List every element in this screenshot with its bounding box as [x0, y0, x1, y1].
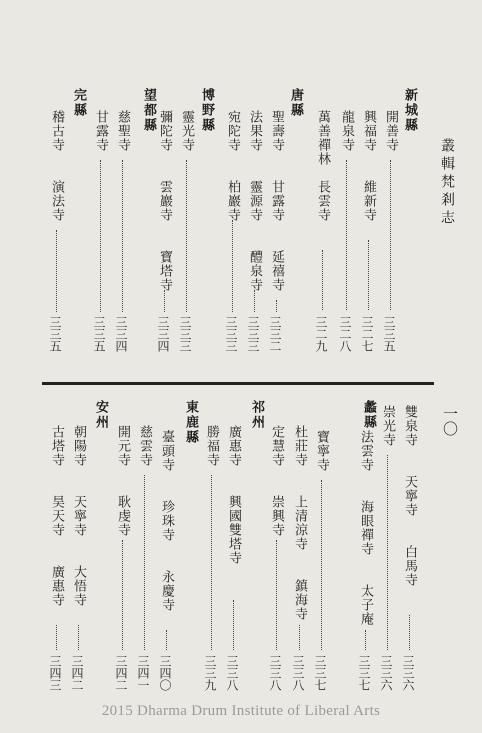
page-ref: 三三六: [379, 655, 393, 691]
dot-leader: [78, 625, 79, 650]
page-ref: 三三五: [382, 316, 396, 352]
page-ref: 三二九: [314, 316, 328, 352]
page-ref: 三四三: [48, 655, 62, 691]
page-ref: 三三七: [357, 655, 371, 691]
page-ref: 三三九: [203, 655, 217, 691]
list-item: 開元寺 耿虔寺: [115, 425, 130, 537]
list-item: 定慧寺 崇興寺: [269, 425, 284, 537]
dot-leader: [322, 250, 323, 310]
list-item: 慈雲寺: [137, 425, 152, 467]
dot-leader: [56, 230, 57, 312]
dot-leader: [365, 630, 366, 650]
dot-leader: [122, 160, 123, 312]
page-ref: 三三七: [313, 655, 327, 691]
dot-leader: [232, 220, 233, 312]
page-ref: 三四二: [114, 655, 128, 691]
list-item: 靈光寺: [179, 110, 194, 152]
page-ref: 三三五: [48, 316, 62, 352]
list-item: 甘露寺: [93, 110, 108, 152]
page-number: 一〇: [441, 406, 459, 436]
list-item: 崇光寺: [380, 405, 395, 447]
dot-leader: [122, 540, 123, 650]
page-ref: 三二八: [338, 316, 352, 352]
book-title: 叢輯梵剎志: [439, 138, 455, 228]
page-ref: 三四一: [136, 655, 150, 691]
list-item: 法果寺 靈源寺 醴泉寺: [247, 110, 262, 292]
heading-boye: 博野縣: [199, 88, 214, 133]
dot-leader: [254, 290, 255, 312]
page-ref: 三三三: [178, 316, 192, 352]
list-item: 廣惠寺 興國雙塔寺: [226, 425, 241, 565]
list-item: 古塔寺 昊天寺 廣惠寺: [49, 425, 64, 607]
list-item: 法雲寺 海眼禪寺 太子庵: [358, 430, 373, 626]
dot-leader: [387, 455, 388, 650]
dot-leader: [409, 615, 410, 650]
heading-wan: 完縣: [71, 88, 86, 118]
watermark: 2015 Dharma Drum Institute of Liberal Arts: [101, 703, 381, 719]
list-item: 興福寺 維新寺: [361, 110, 376, 222]
heading-xincheng: 新城縣: [402, 88, 417, 133]
page-ref: 三三二: [268, 316, 282, 352]
list-item: 杜莊寺 上清涼寺 鎮海寺: [292, 425, 307, 621]
list-item: 彌陀寺 雲巖寺 寶塔寺: [157, 110, 172, 292]
dot-leader: [186, 160, 187, 312]
list-item: 稽古寺 演法寺: [49, 110, 64, 222]
list-item: 聖壽寺 甘露寺 延禧寺: [269, 110, 284, 292]
dot-leader: [233, 600, 234, 650]
heading-donglu: 東鹿縣: [183, 400, 198, 445]
page-ref: 三三三: [246, 316, 260, 352]
page-ref: 三四〇: [158, 655, 172, 691]
dot-leader: [164, 290, 165, 312]
list-item: 宛陀寺 柏巖寺: [225, 110, 240, 222]
heading-qizhou: 祁州: [249, 400, 264, 430]
list-item: 臺頭寺 珍珠寺 永慶寺: [159, 430, 174, 612]
dot-leader: [299, 625, 300, 650]
page-ref: 三四二: [70, 655, 84, 691]
dot-leader: [276, 300, 277, 312]
page-ref: 三三八: [268, 655, 282, 691]
dot-leader: [368, 240, 369, 310]
page-ref: 三三八: [291, 655, 305, 691]
page-ref: 三三三: [224, 316, 238, 352]
dot-leader: [166, 630, 167, 650]
page-ref: 三三五: [92, 316, 106, 352]
page-ref: 三二七: [360, 316, 374, 352]
dot-leader: [211, 475, 212, 650]
heading-anzhou: 安州: [93, 400, 108, 430]
dot-leader: [346, 160, 347, 310]
list-item: 開善寺: [383, 110, 398, 152]
dot-leader: [144, 475, 145, 650]
page-ref: 三三六: [401, 655, 415, 691]
heading-tang: 唐縣: [288, 88, 303, 118]
heading-wangdu: 望都縣: [141, 88, 156, 133]
dot-leader: [321, 480, 322, 650]
heading-li: 蠡縣: [361, 400, 376, 430]
list-item: 寶寧寺: [314, 430, 329, 472]
page-ref: 三三八: [225, 655, 239, 691]
page-ref: 三三四: [114, 316, 128, 352]
list-item: 勝福寺: [204, 425, 219, 467]
dot-leader: [390, 160, 391, 310]
section-divider: [42, 382, 434, 385]
dot-leader: [100, 160, 101, 312]
list-item: 朝陽寺 天寧寺 大悟寺: [71, 425, 86, 607]
list-item: 慈聖寺: [115, 110, 130, 152]
list-item: 龍泉寺: [339, 110, 354, 152]
page-ref: 三三四: [156, 316, 170, 352]
list-item: 雙泉寺 天寧寺 白馬寺: [402, 405, 417, 587]
list-item: 萬善禪林 長雲寺: [315, 110, 330, 222]
dot-leader: [276, 540, 277, 650]
dot-leader: [56, 625, 57, 650]
